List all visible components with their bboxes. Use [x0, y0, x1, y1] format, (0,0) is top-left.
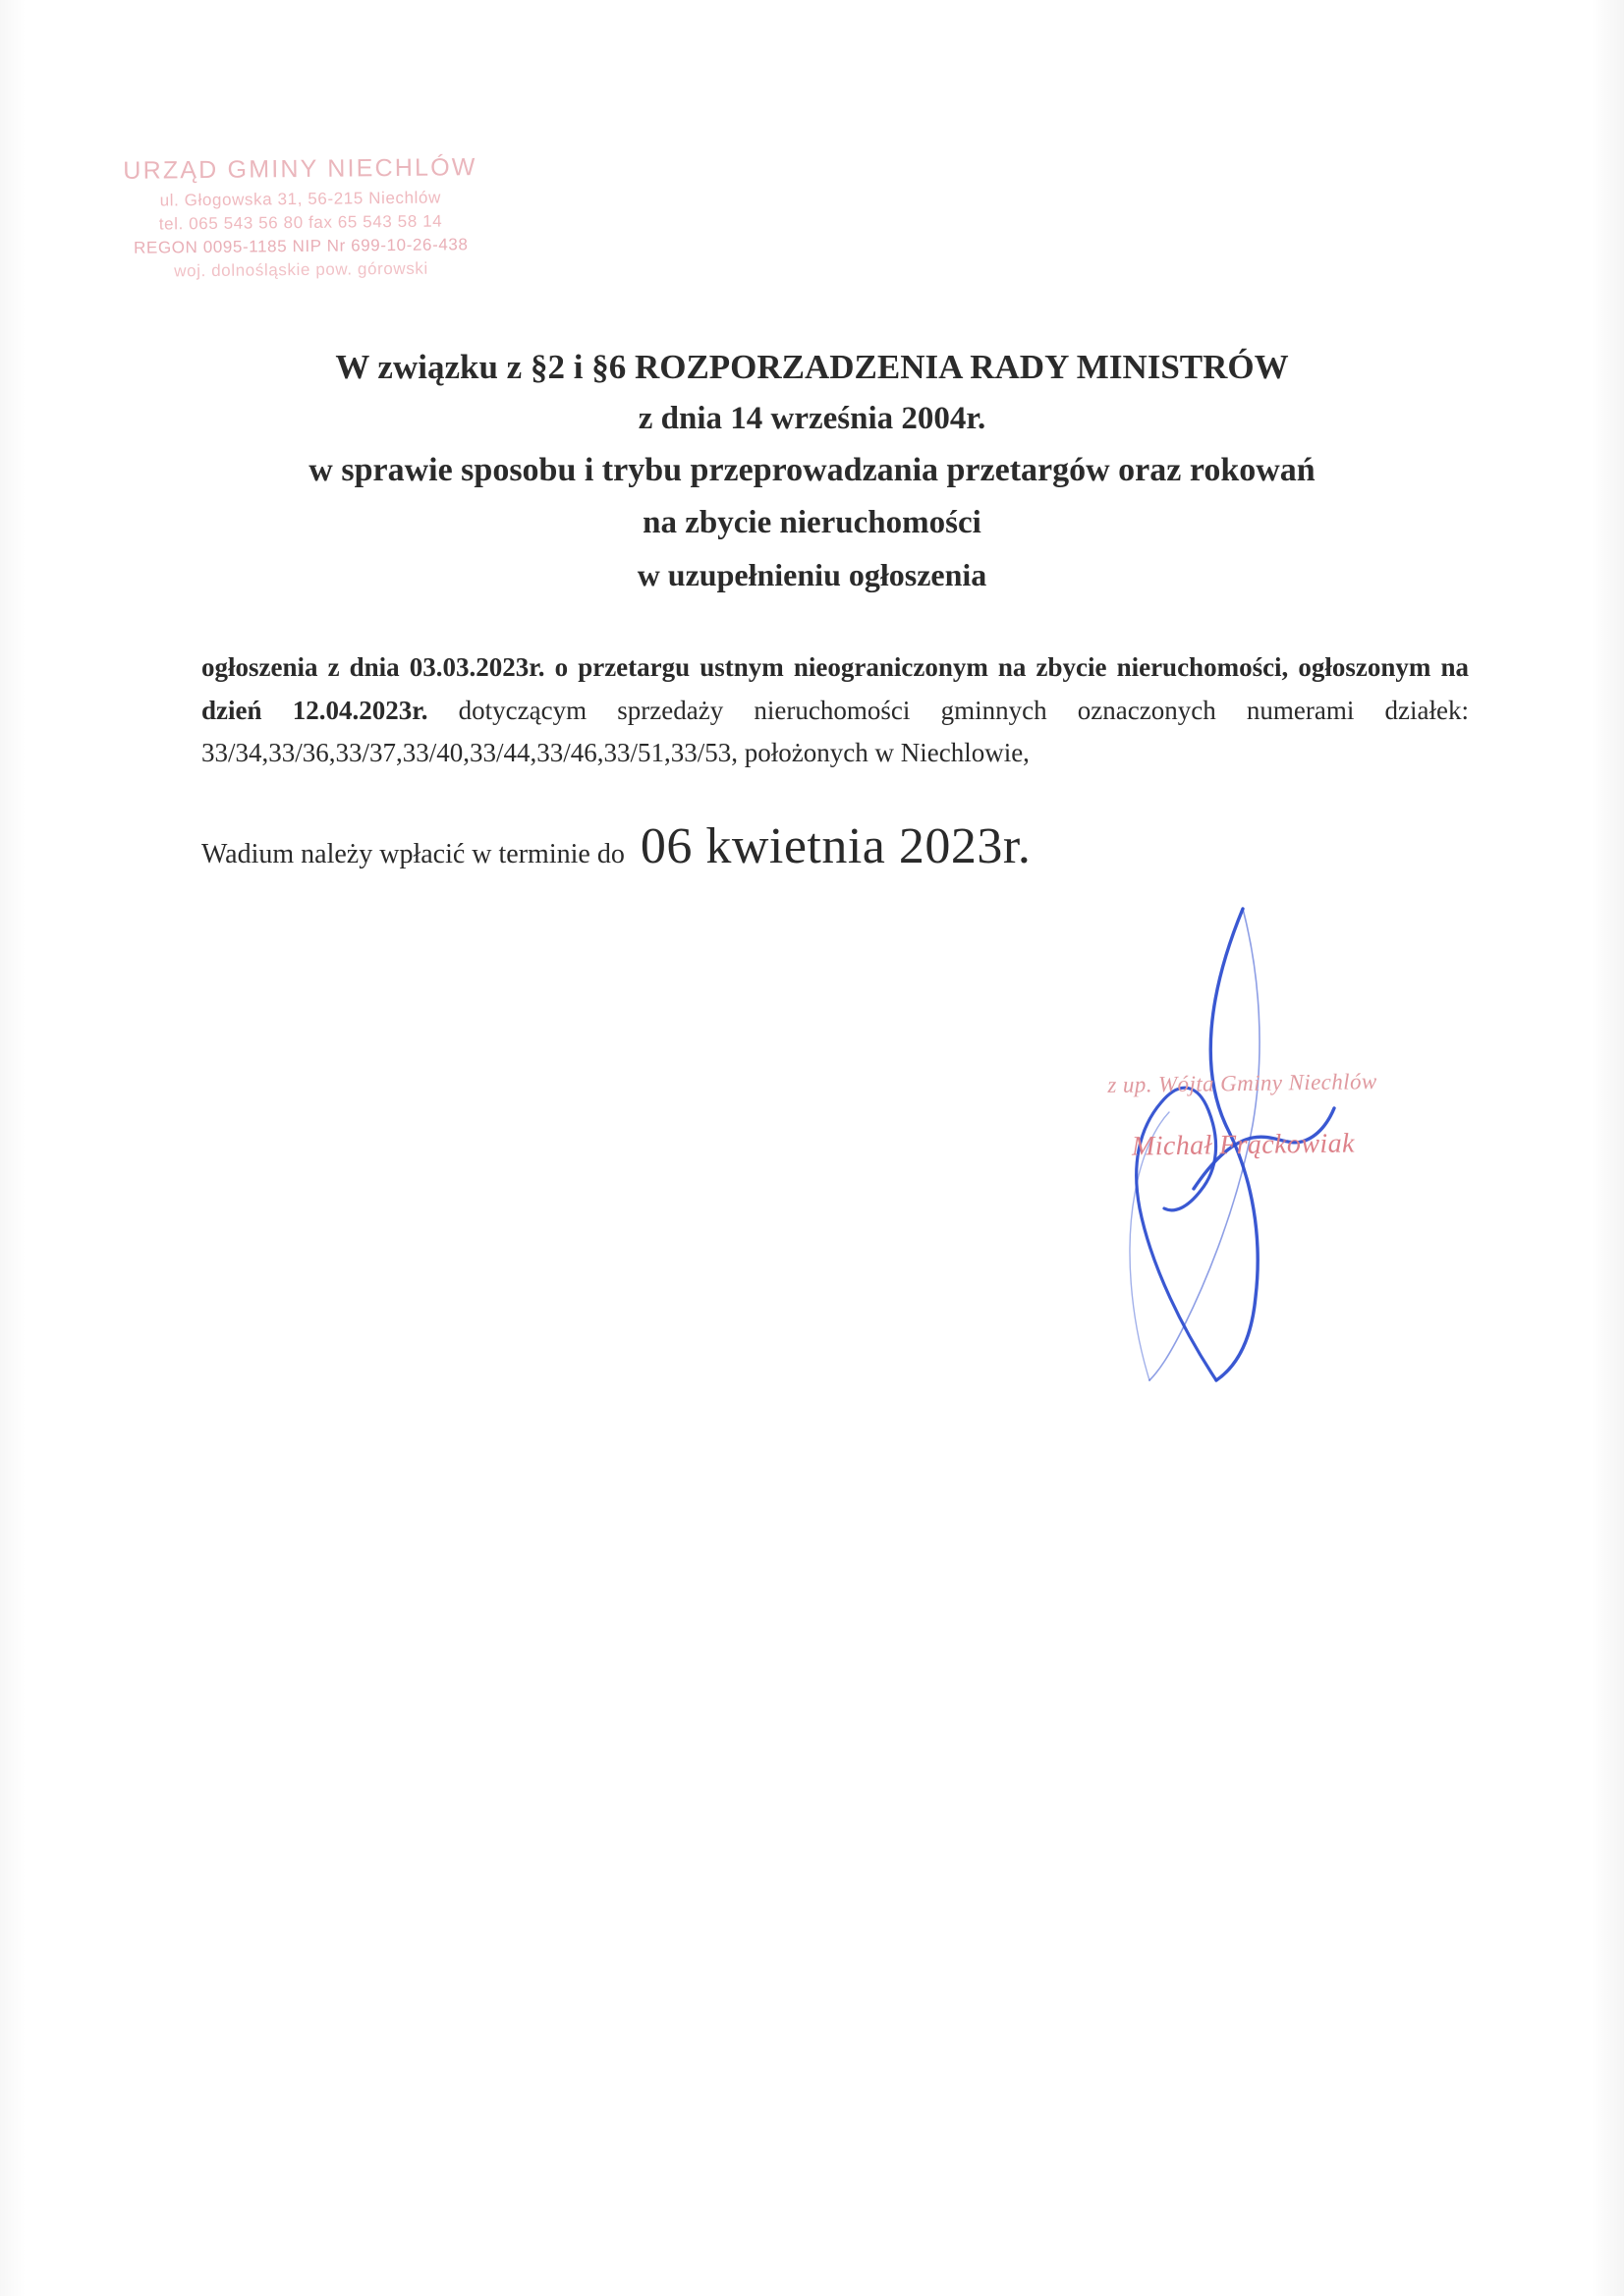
title-line-5: w uzupełnieniu ogłoszenia	[637, 556, 987, 592]
wadium-label: Wadium należy wpłacić w terminie do	[201, 839, 625, 869]
office-stamp-phone: tel. 065 543 56 80 fax 65 543 58 14	[158, 211, 443, 234]
title-line-3: w sprawie sposobu i trybu przeprowadzania przetargów oraz rokowań	[308, 452, 1316, 489]
body-regular-segment: dotyczącym sprzedaży nieruchomości gminnych oznaczonych numerami działek: 33/34,33/36,33/37,33/40,33/44,33/46,33/51,33/53, położonych w Niechlowie,	[201, 695, 1470, 768]
title-line-2: z dnia 14 września 2004r.	[638, 400, 986, 436]
office-stamp-regon-nip: REGON 0095-1185 NIP Nr 699-10-26-438	[134, 235, 469, 258]
office-stamp-region: woj. dolnośląskie pow. górowski	[174, 259, 428, 281]
office-stamp-address: ul. Głogowska 31, 56-215 Niechlów	[159, 188, 442, 210]
body-paragraph	[201, 646, 1469, 775]
wadium-deadline-date: 06 kwietnia 2023r.	[640, 818, 1032, 874]
wadium-line	[201, 817, 1469, 875]
office-stamp	[93, 153, 507, 285]
signature-stamp	[1080, 1069, 1405, 1164]
office-stamp-name: URZĄD GMINY NIECHLÓW	[123, 153, 477, 185]
body-bold-segment: ogłoszenia z dnia 03.03.2023r. o przetargu ustnym nieograniczonym na zbycie nieruchomości, ogłoszonym na dzień 12.04.2023r.	[201, 652, 1469, 725]
title-line-4: na zbycie nieruchomości	[643, 504, 981, 540]
signature-stamp-name: Michał Frąckowiak	[1131, 1128, 1356, 1162]
title-line-1: W związku z §2 i §6 ROZPORZADZENIA RADY MINISTRÓW	[335, 348, 1289, 386]
signature-stamp-role: z up. Wójta Gminy Niechlów	[1107, 1069, 1377, 1097]
document-title	[0, 346, 1624, 595]
